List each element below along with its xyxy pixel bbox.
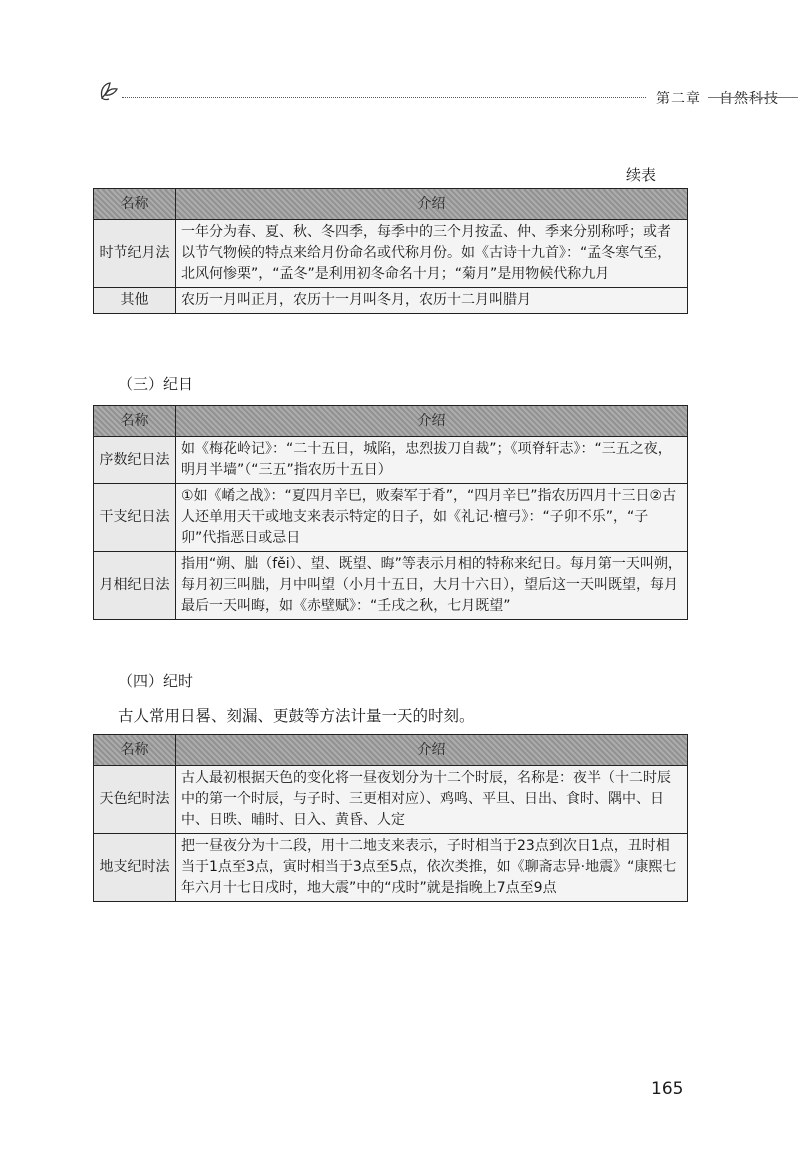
row-desc: 把一昼夜分为十二段，用十二地支来表示，子时相当于23点到次日1点，丑时相当于1点至3点，寅时相当于3点至5点，依次类推，如《聊斋志异·地震》“康熙七年六月十七日戌时，地大震”中的“戌时”就是指晚上7点至9点 xyxy=(176,834,688,902)
row-desc: 如《梅花岭记》：“二十五日，城陷，忠烈拔刀自裁”；《项脊轩志》：“三五之夜，明月半墙”（“三五”指农历十五日） xyxy=(176,437,688,484)
table-month-naming xyxy=(93,188,688,314)
chapter-title xyxy=(656,88,779,108)
table-row xyxy=(94,766,688,834)
row-name: 月相纪日法 xyxy=(94,552,176,620)
column-header-desc: 介绍 xyxy=(176,406,688,437)
page-number: 165 xyxy=(651,1079,684,1099)
table-row xyxy=(94,288,688,314)
column-header-name: 名称 xyxy=(94,406,176,437)
row-desc: ①如《崤之战》：“夏四月辛巳，败秦军于肴”，“四月辛巳”指农历四月十三日②古人还单用天干或地支来表示特定的日子，如《礼记·檀弓》：“子卯不乐”，“子卯”代指恶日或忌日 xyxy=(176,484,688,552)
leaf-ornament-icon xyxy=(96,78,122,104)
table-header-row xyxy=(94,406,688,437)
table-hour-naming xyxy=(93,734,688,902)
row-name: 干支纪日法 xyxy=(94,484,176,552)
continued-label: 续表 xyxy=(626,166,657,184)
chapter-number: 第二章 xyxy=(656,91,701,107)
row-name: 其他 xyxy=(94,288,176,314)
table-header-row xyxy=(94,189,688,220)
table-header-row xyxy=(94,735,688,766)
row-desc: 古人最初根据天色的变化将一昼夜划分为十二个时辰，名称是：夜半（十二时辰中的第一个时辰，与子时、三更相对应）、鸡鸣、平旦、日出、食时、隅中、日中、日昳、晡时、日入、黄昏、人定 xyxy=(176,766,688,834)
row-desc: 一年分为春、夏、秋、冬四季，每季中的三个月按孟、仲、季来分别称呼；或者以节气物候的特点来给月份命名或代称月份。如《古诗十九首》：“孟冬寒气至，北风何惨栗”，“孟冬”是利用初冬命名十月；“菊月”是用物候代称九月 xyxy=(176,220,688,288)
table-row xyxy=(94,437,688,484)
row-desc: 指用“朔、朏（fěi）、望、既望、晦”等表示月相的特称来纪日。每月第一天叫朔，每月初三叫朏，月中叫望（小月十五日，大月十六日），望后这一天叫既望，每月最后一天叫晦，如《赤壁赋》：“壬戌之秋，七月既望” xyxy=(176,552,688,620)
table-day-naming xyxy=(93,405,688,620)
row-name: 时节纪月法 xyxy=(94,220,176,288)
table-row xyxy=(94,834,688,902)
column-header-desc: 介绍 xyxy=(176,189,688,220)
section-heading-hours: （四）纪时 xyxy=(118,672,194,690)
chapter-subject: 自然科技 xyxy=(719,91,779,107)
table-row xyxy=(94,484,688,552)
header-rule-left xyxy=(122,97,646,98)
column-header-name: 名称 xyxy=(94,189,176,220)
header-rule-right xyxy=(708,97,798,98)
section-heading-days: （三）纪日 xyxy=(118,375,194,393)
column-header-name: 名称 xyxy=(94,735,176,766)
row-desc: 农历一月叫正月，农历十一月叫冬月，农历十二月叫腊月 xyxy=(176,288,688,314)
column-header-desc: 介绍 xyxy=(176,735,688,766)
intro-paragraph: 古人常用日晷、刻漏、更鼓等方法计量一天的时刻。 xyxy=(118,707,475,725)
row-name: 天色纪时法 xyxy=(94,766,176,834)
table-row xyxy=(94,220,688,288)
page-header xyxy=(96,84,796,114)
row-name: 序数纪日法 xyxy=(94,437,176,484)
row-name: 地支纪时法 xyxy=(94,834,176,902)
table-row xyxy=(94,552,688,620)
